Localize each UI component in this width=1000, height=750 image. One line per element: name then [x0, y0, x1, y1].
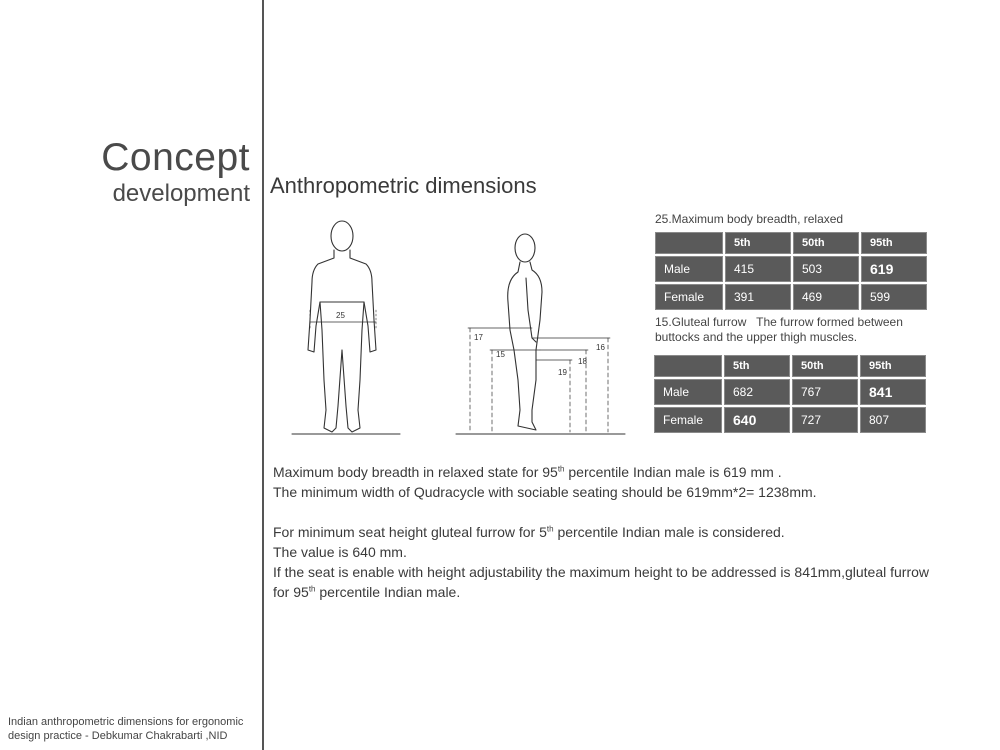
source-citation: [8, 715, 258, 743]
table2-caption: [655, 315, 903, 345]
table-cell: 469: [793, 284, 859, 310]
section-heading: Anthropometric dimensions: [270, 173, 537, 198]
row-label: Male: [655, 256, 723, 282]
label-25: 25: [336, 311, 345, 320]
side-view-figure: [508, 234, 542, 430]
table-header-cell: 95th: [860, 355, 926, 377]
paragraph: The value is 640 mm.: [273, 544, 407, 560]
table-row: [655, 256, 927, 282]
vertical-divider: [262, 0, 264, 750]
label-17: 17: [474, 333, 483, 342]
table1-caption: 25.Maximum body breadth, relaxed: [655, 212, 844, 226]
table2-caption-line1: 15.Gluteal furrow The furrow formed between: [655, 315, 903, 329]
table-cell: 807: [860, 407, 926, 433]
row-label: Female: [655, 284, 723, 310]
title-concept: Concept: [101, 136, 250, 179]
row-label: Male: [654, 379, 722, 405]
paragraph: The minimum width of Qudracycle with sociable seating should be 619mm*2= 1238mm.: [273, 484, 817, 500]
table-header-row: [654, 355, 926, 377]
paragraph: If the seat is enable with height adjustability the maximum height to be addressed is 841mm,gluteal furrow: [273, 564, 930, 580]
gluteal-table: [652, 353, 928, 435]
table-cell: 391: [725, 284, 791, 310]
table-header-cell: [655, 232, 723, 254]
table-row: [655, 284, 927, 310]
label-19: 19: [558, 368, 567, 377]
paragraph: For minimum seat height gluteal furrow for 5th percentile Indian male is considered.: [273, 524, 785, 540]
citation-line2: design practice - Debkumar Chakrabarti ,NID: [8, 730, 228, 742]
paragraph: for 95th percentile Indian male.: [273, 584, 461, 600]
table2-caption-line2: buttocks and the upper thigh muscles.: [655, 330, 858, 344]
table-row: [654, 379, 926, 405]
table-cell: 767: [792, 379, 858, 405]
table-cell: 599: [861, 284, 927, 310]
table-cell: 415: [725, 256, 791, 282]
table-cell: 619: [861, 256, 927, 282]
paragraph: Maximum body breadth in relaxed state for 95th percentile Indian male is 619 mm .: [273, 464, 782, 480]
body-text: [273, 462, 993, 602]
row-label: Female: [654, 407, 722, 433]
breadth-table: [653, 230, 929, 312]
front-view-figure: [308, 221, 376, 432]
table-header-cell: [654, 355, 722, 377]
table-cell: 640: [724, 407, 790, 433]
label-18: 18: [578, 357, 587, 366]
table-header-cell: 50th: [793, 232, 859, 254]
table-cell: 503: [793, 256, 859, 282]
title-development: development: [112, 180, 250, 207]
anthropometric-figures: [270, 210, 640, 445]
table-cell: 727: [792, 407, 858, 433]
table-header-cell: 95th: [861, 232, 927, 254]
label-15: 15: [496, 350, 505, 359]
table-header-cell: 5th: [725, 232, 791, 254]
citation-line1: Indian anthropometric dimensions for ergonomic: [8, 716, 244, 728]
table-cell: 682: [724, 379, 790, 405]
table-header-cell: 5th: [724, 355, 790, 377]
label-16: 16: [596, 343, 605, 352]
table-header-cell: 50th: [792, 355, 858, 377]
table-header-row: [655, 232, 927, 254]
table-cell: 841: [860, 379, 926, 405]
table-row: [654, 407, 926, 433]
